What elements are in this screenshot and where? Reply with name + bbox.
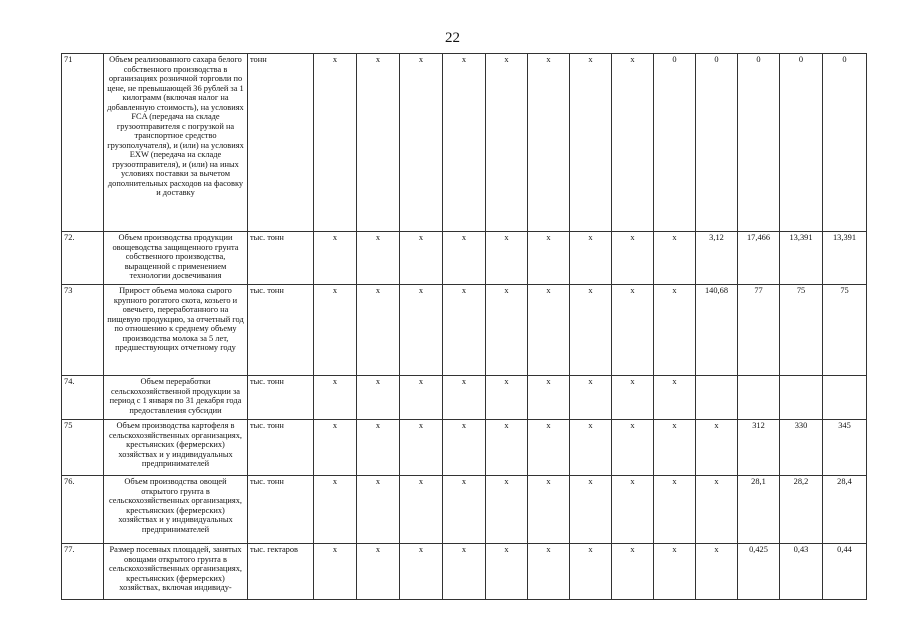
value-cell: х [528, 544, 570, 600]
value-cell: х [528, 232, 570, 285]
value-cell: 77 [738, 285, 780, 376]
value-cell: 13,391 [823, 232, 867, 285]
value-cell: х [314, 420, 357, 476]
value-cell: 0 [696, 54, 738, 232]
value-cell: х [654, 476, 696, 544]
row-number-cell: 71 [62, 54, 104, 232]
value-cell: х [612, 232, 654, 285]
page-number: 22 [445, 30, 460, 46]
value-cell: х [443, 54, 486, 232]
value-cell: х [357, 420, 400, 476]
value-cell: х [528, 476, 570, 544]
value-cell: 28,4 [823, 476, 867, 544]
row-number-cell: 73 [62, 285, 104, 376]
indicator-name-cell: Объем производства продукции овощеводства защищенного грунта собственного производства, выращенной с применением технологии досвечивания [104, 232, 248, 285]
value-cell [823, 376, 867, 420]
indicator-name-cell: Объем переработки сельскохозяйственной продукции за период с 1 января по 31 декабря года предоставления субсидии [104, 376, 248, 420]
value-cell: х [528, 285, 570, 376]
value-cell: х [654, 232, 696, 285]
value-cell: х [486, 376, 528, 420]
row-number-cell: 76. [62, 476, 104, 544]
value-cell: х [443, 544, 486, 600]
value-cell: х [400, 476, 443, 544]
value-cell: х [696, 544, 738, 600]
unit-cell: тыс. тонн [248, 376, 314, 420]
value-cell: х [528, 420, 570, 476]
indicator-name-cell: Объем реализованного сахара белого собственного производства в организациях розничной торговли по цене, не превышающей 36 рублей за 1 килограмм (включая налог на добавленную стоимость), на условиях FCA (передача на складе грузоотправителя с погрузкой на транспортное средство грузополучателя), и (или) на условиях EXW (передача на складе грузоотправителя), и (или) на иных условиях поставки за вычетом дополнительных расходов на фасовку и доставку [104, 54, 248, 232]
unit-cell: тыс. тонн [248, 476, 314, 544]
table-row [62, 420, 867, 476]
value-cell: х [612, 420, 654, 476]
row-number-cell: 75 [62, 420, 104, 476]
indicators-table [61, 53, 867, 600]
value-cell: х [357, 54, 400, 232]
value-cell [696, 376, 738, 420]
unit-cell: тыс. гектаров [248, 544, 314, 600]
value-cell: 17,466 [738, 232, 780, 285]
value-cell: х [400, 544, 443, 600]
value-cell: 75 [823, 285, 867, 376]
value-cell: х [314, 285, 357, 376]
value-cell: х [314, 54, 357, 232]
value-cell: 312 [738, 420, 780, 476]
table-row [62, 285, 867, 376]
unit-cell: тыс. тонн [248, 285, 314, 376]
value-cell: х [400, 420, 443, 476]
value-cell: х [486, 232, 528, 285]
unit-cell: тыс. тонн [248, 232, 314, 285]
value-cell: х [357, 232, 400, 285]
value-cell: 0 [654, 54, 696, 232]
value-cell: х [314, 476, 357, 544]
value-cell: х [612, 476, 654, 544]
value-cell: 140,68 [696, 285, 738, 376]
value-cell: х [570, 544, 612, 600]
value-cell: х [654, 420, 696, 476]
value-cell: х [400, 232, 443, 285]
value-cell: 0 [738, 54, 780, 232]
value-cell: 0 [780, 54, 823, 232]
row-number-cell: 72. [62, 232, 104, 285]
value-cell: х [570, 54, 612, 232]
value-cell: х [528, 376, 570, 420]
indicator-name-cell: Объем производства картофеля в сельскохозяйственных организациях, крестьянских (фермерских) хозяйствах и у индивидуальных предпринимателей [104, 420, 248, 476]
value-cell: х [357, 544, 400, 600]
value-cell: х [486, 54, 528, 232]
table-row [62, 544, 867, 600]
value-cell: 28,2 [780, 476, 823, 544]
value-cell: х [570, 376, 612, 420]
unit-cell: тонн [248, 54, 314, 232]
value-cell: х [612, 544, 654, 600]
value-cell: х [528, 54, 570, 232]
value-cell: 0,44 [823, 544, 867, 600]
value-cell: 28,1 [738, 476, 780, 544]
value-cell: х [486, 285, 528, 376]
value-cell [780, 376, 823, 420]
value-cell: х [696, 420, 738, 476]
value-cell: 330 [780, 420, 823, 476]
value-cell: х [400, 54, 443, 232]
value-cell: х [357, 285, 400, 376]
value-cell: х [486, 476, 528, 544]
row-number-cell: 74. [62, 376, 104, 420]
value-cell: х [654, 285, 696, 376]
value-cell: х [570, 420, 612, 476]
indicator-name-cell: Прирост объема молока сырого крупного рогатого скота, козьего и овечьего, переработанного на пищевую продукцию, за отчетный год по отношению к среднему объему производства молока за 5 лет, предшествующих отчетному году [104, 285, 248, 376]
value-cell: 13,391 [780, 232, 823, 285]
value-cell: х [443, 232, 486, 285]
value-cell: х [654, 544, 696, 600]
value-cell: х [443, 420, 486, 476]
table-row [62, 476, 867, 544]
indicator-name-cell: Объем производства овощей открытого грунта в сельскохозяйственных организациях, крестьянских (фермерских) хозяйствах и у индивидуальных предпринимателей [104, 476, 248, 544]
value-cell: 0 [823, 54, 867, 232]
value-cell: х [570, 232, 612, 285]
value-cell: х [357, 476, 400, 544]
value-cell: 75 [780, 285, 823, 376]
table-row [62, 54, 867, 232]
value-cell: х [314, 376, 357, 420]
value-cell: х [314, 232, 357, 285]
value-cell: х [696, 476, 738, 544]
value-cell: х [443, 476, 486, 544]
table-row [62, 232, 867, 285]
value-cell: х [570, 476, 612, 544]
value-cell: х [443, 376, 486, 420]
value-cell [738, 376, 780, 420]
value-cell: х [486, 544, 528, 600]
value-cell: х [612, 285, 654, 376]
value-cell: х [443, 285, 486, 376]
value-cell: х [570, 285, 612, 376]
row-number-cell: 77. [62, 544, 104, 600]
value-cell: 0,425 [738, 544, 780, 600]
value-cell: х [400, 285, 443, 376]
indicator-name-cell: Размер посевных площадей, занятых овощами открытого грунта в сельскохозяйственных организациях, крестьянских (фермерских) хозяйствах, включая индивиду- [104, 544, 248, 600]
value-cell: х [654, 376, 696, 420]
value-cell: 345 [823, 420, 867, 476]
value-cell: х [357, 376, 400, 420]
unit-cell: тыс. тонн [248, 420, 314, 476]
value-cell: 3,12 [696, 232, 738, 285]
value-cell: 0,43 [780, 544, 823, 600]
value-cell: х [486, 420, 528, 476]
value-cell: х [314, 544, 357, 600]
value-cell: х [612, 376, 654, 420]
value-cell: х [400, 376, 443, 420]
value-cell: х [612, 54, 654, 232]
table-row [62, 376, 867, 420]
